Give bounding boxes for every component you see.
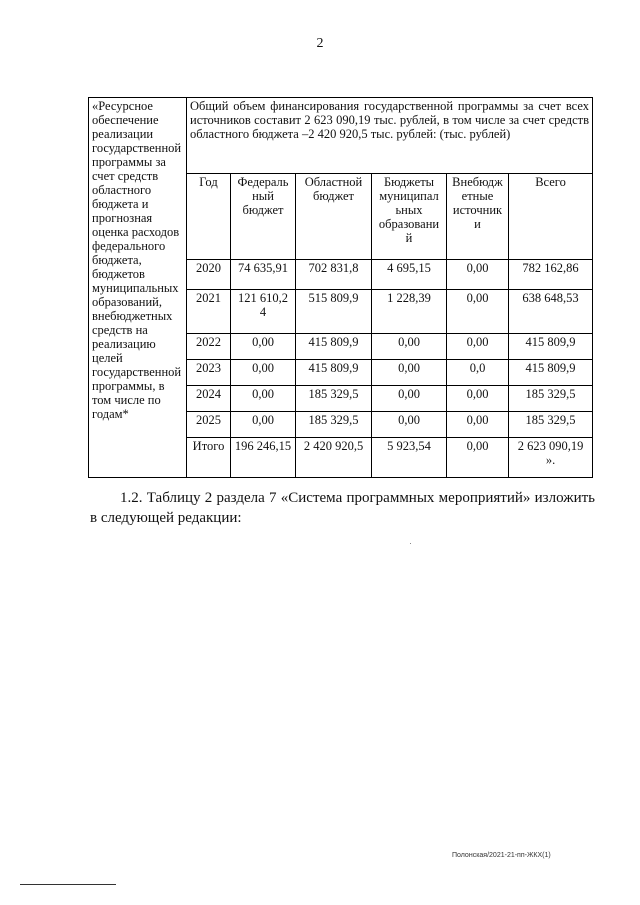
- cell-year: 2022: [187, 334, 231, 360]
- cell-extrabudgetary: 0,00: [447, 386, 509, 412]
- header-federal: Федераль ный бюджет: [231, 174, 296, 260]
- funding-summary: Общий объем финансирования государственной программы за счет всех источников составит 2 623 090,19 тыс. рублей, в том числе за счет средств областного бюджета –2 420 920,5 тыс. рублей: (тыс. рублей): [187, 98, 593, 174]
- cell-regional: 415 809,9: [296, 360, 372, 386]
- cell-total: 638 648,53: [509, 290, 593, 334]
- cell-municipal: 5 923,54: [372, 438, 447, 478]
- cell-regional: 415 809,9: [296, 334, 372, 360]
- cell-year: 2023: [187, 360, 231, 386]
- cell-total: 415 809,9: [509, 334, 593, 360]
- amendment-paragraph: 1.2. Таблицу 2 раздела 7 «Система программных мероприятий» изложить в следующей редакции:: [90, 490, 595, 526]
- cell-federal: 74 635,91: [231, 260, 296, 290]
- cell-extrabudgetary: 0,00: [447, 334, 509, 360]
- cell-federal: 196 246,15: [231, 438, 296, 478]
- header-municipal: Бюджеты муниципал ьных образовани й: [372, 174, 447, 260]
- cell-regional: 702 831,8: [296, 260, 372, 290]
- cell-year: 2021: [187, 290, 231, 334]
- cell-municipal: 0,00: [372, 386, 447, 412]
- cell-year: 2020: [187, 260, 231, 290]
- header-year: Год: [187, 174, 231, 260]
- cell-regional: 185 329,5: [296, 386, 372, 412]
- cell-regional: 2 420 920,5: [296, 438, 372, 478]
- cell-extrabudgetary: 0,00: [447, 290, 509, 334]
- cell-total: 415 809,9: [509, 360, 593, 386]
- cell-federal: 0,00: [231, 334, 296, 360]
- cell-municipal: 0,00: [372, 334, 447, 360]
- cell-federal: 0,00: [231, 386, 296, 412]
- cell-extrabudgetary: 0,00: [447, 260, 509, 290]
- footnote-divider: [20, 884, 116, 885]
- cell-extrabudgetary: 0,00: [447, 412, 509, 438]
- cell-federal: 121 610,2 4: [231, 290, 296, 334]
- cell-municipal: 0,00: [372, 360, 447, 386]
- cell-federal: 0,00: [231, 412, 296, 438]
- page-number: 2: [316, 36, 324, 51]
- cell-municipal: 0,00: [372, 412, 447, 438]
- cell-municipal: 4 695,15: [372, 260, 447, 290]
- cell-year: 2025: [187, 412, 231, 438]
- cell-total: 782 162,86: [509, 260, 593, 290]
- cell-extrabudgetary: 0,00: [447, 438, 509, 478]
- header-extrabudgetary: Внебюдж етные источник и: [447, 174, 509, 260]
- cell-year: 2024: [187, 386, 231, 412]
- cell-regional: 185 329,5: [296, 412, 372, 438]
- cell-regional: 515 809,9: [296, 290, 372, 334]
- cell-total: 185 329,5: [509, 412, 593, 438]
- header-regional: Областной бюджет: [296, 174, 372, 260]
- cell-federal: 0,00: [231, 360, 296, 386]
- cell-year: Итого: [187, 438, 231, 478]
- row-label-cell: «Ресурсное обеспечение реализации государственной программы за счет средств областного бюджета и прогнозная оценка расходов федерального бюджета, бюджетов муниципальных образований, внебюджетных средств на реализацию целей государственной программы, в том числе по годам*: [89, 98, 187, 478]
- cell-total: 2 623 090,19 ».: [509, 438, 593, 478]
- cell-extrabudgetary: 0,0: [447, 360, 509, 386]
- header-total: Всего: [509, 174, 593, 260]
- cell-municipal: 1 228,39: [372, 290, 447, 334]
- scan-speck: [410, 543, 411, 544]
- footer-reference: Полонская/2021-21-пп-ЖКХ(1): [452, 852, 551, 859]
- funding-table: [88, 97, 593, 478]
- cell-total: 185 329,5: [509, 386, 593, 412]
